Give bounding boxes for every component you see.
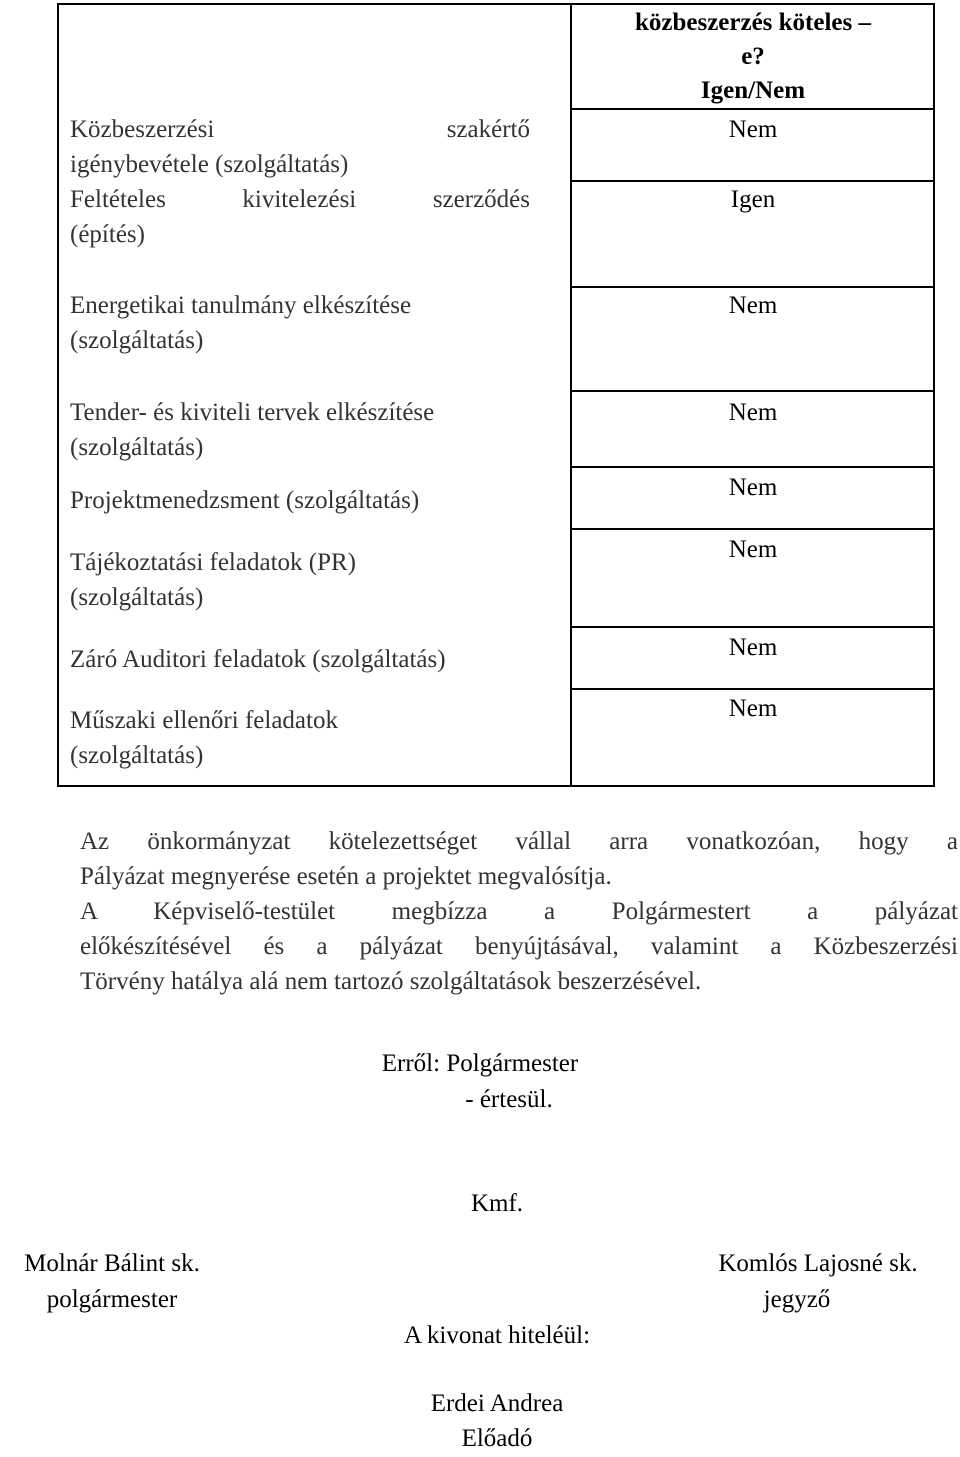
table-row-label — [70, 703, 530, 773]
kmf-label: Kmf. — [470, 1190, 524, 1217]
row-label-text: (szolgáltatás) — [70, 434, 204, 461]
paragraph-line: Pályázat megnyerése esetén a projektet megvalósítja. — [80, 863, 612, 890]
notice-line: - értesül. — [465, 1086, 553, 1113]
table-row-value: Nem — [728, 292, 778, 319]
table-row-value: Igen — [730, 186, 776, 213]
commitment-paragraph — [80, 824, 958, 999]
notice-line: Erről: Polgármester — [381, 1050, 579, 1077]
row-label-text: (szolgáltatás) — [70, 327, 204, 354]
table-row-value: Nem — [728, 536, 778, 563]
table-row-divider — [571, 688, 935, 690]
table-row-label — [70, 642, 530, 677]
row-label-text: igénybevétele (szolgáltatás) — [70, 151, 349, 178]
row-label-text: Záró Auditori feladatok (szolgáltatás) — [70, 646, 446, 673]
table-row-divider — [571, 626, 935, 628]
row-label-text: szakértő — [446, 116, 530, 143]
row-label-text: Műszaki ellenőri feladatok — [70, 707, 338, 734]
table-row-value: Nem — [728, 695, 778, 722]
table-row-divider — [571, 108, 935, 110]
right-signatory-title: jegyző — [763, 1286, 831, 1313]
table-header-yes-no: Igen/Nem — [700, 77, 806, 104]
table-header-line: közbeszerzés köteles – — [634, 9, 872, 36]
table-row-label — [70, 182, 530, 252]
row-label-text: (építés) — [70, 221, 145, 248]
right-signatory-name: Komlós Lajosné sk. — [718, 1250, 918, 1277]
table-header — [572, 6, 934, 108]
table-row-label — [70, 395, 530, 465]
table-row-value: Nem — [728, 474, 778, 501]
row-label-text: Tájékoztatási feladatok (PR) — [70, 549, 356, 576]
paragraph-line: Törvény hatálya alá nem tartozó szolgáltatások beszerzésével. — [80, 968, 702, 995]
table-row-divider — [571, 390, 935, 392]
paragraph-line: előkészítésével és a pályázat benyújtásával, valamint a Közbeszerzési — [80, 933, 958, 960]
paragraph-line: A Képviselő-testület megbízza a Polgármestert a pályázat — [80, 898, 958, 925]
bottom-signatory-name: Erdei Andrea — [430, 1390, 564, 1417]
row-label-text: (szolgáltatás) — [70, 742, 204, 769]
row-label-text: Tender- és kiviteli tervek elkészítése — [70, 399, 435, 426]
left-signatory-title: polgármester — [46, 1286, 178, 1313]
table-row-divider — [571, 466, 935, 468]
table-row-label — [70, 112, 530, 182]
certification-label: A kivonat hiteléül: — [403, 1322, 591, 1349]
table-row-label — [70, 545, 530, 615]
table-header-line: e? — [741, 43, 765, 70]
row-label-text: Feltételes kivitelezési szerződés — [70, 186, 530, 213]
row-label-text: (szolgáltatás) — [70, 584, 204, 611]
row-label-text: Közbeszerzési — [70, 116, 215, 143]
row-label-text: Projektmenedzsment (szolgáltatás) — [70, 487, 420, 514]
table-row-label — [70, 288, 530, 358]
bottom-signatory-title: Előadó — [461, 1425, 533, 1452]
row-label-text: Energetikai tanulmány elkészítése — [70, 292, 412, 319]
table-row-label — [70, 483, 530, 518]
table-row-value: Nem — [728, 399, 778, 426]
paragraph-line: Az önkormányzat kötelezettséget vállal arra vonatkozóan, hogy a — [80, 828, 958, 855]
table-row-value: Nem — [728, 116, 778, 143]
table-row-value: Nem — [728, 634, 778, 661]
table-row-divider — [571, 528, 935, 530]
left-signatory-name: Molnár Bálint sk. — [24, 1250, 200, 1277]
